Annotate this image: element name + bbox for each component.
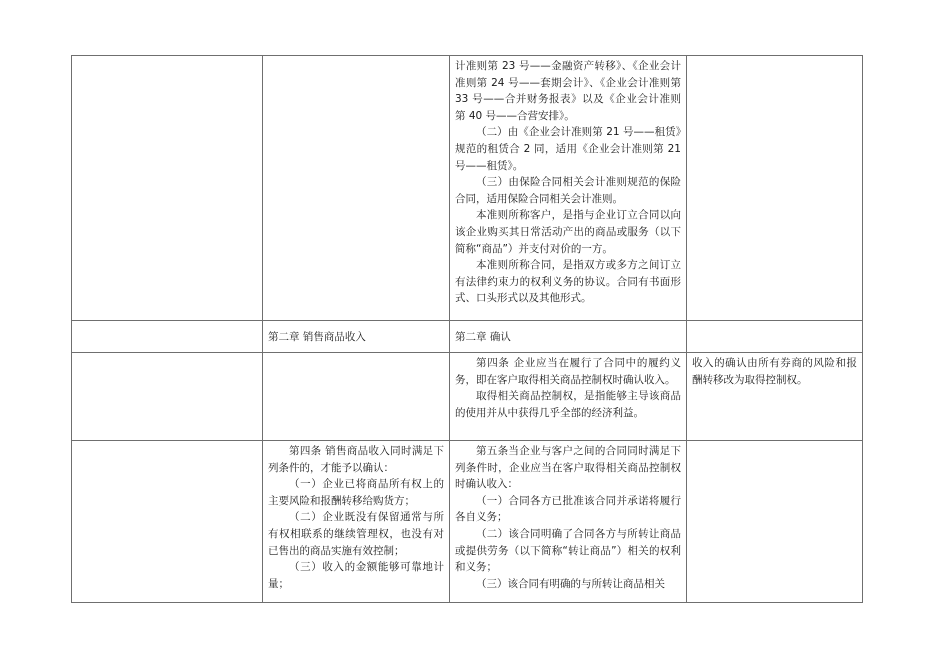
paragraph: （二）该合同明确了合同各方与所转让商品或提供劳务（以下简称“转让商品”）相关的权利和义务； [455,527,681,574]
cell-col1 [72,441,263,603]
paragraph: 本准则所称客户，是指与企业订立合同以向该企业购买其日常活动产出的商品或服务（以下简称“商品”）并支付对价的一方。 [455,209,681,255]
comparison-table [71,55,863,603]
paragraph: 计准则第 23 号——金融资产转移》、《企业会计准则第 24 号——套期会计》、《企业会计准则第 33 号——合并财务报表》以及《企业会计准则第 40 号——合营安排》。 [455,60,681,122]
cell-col1 [72,353,263,441]
chapter-heading: 第二章 销售商品收入 [263,321,450,353]
paragraph: （三）由保险合同相关会计准则规范的保险合同，适用保险合同相关会计准则。 [455,176,681,205]
paragraph: （三）该合同有明确的与所转让商品相关 [476,577,665,590]
paragraph: 第四条 销售商品收入同时满足下列条件的，才能予以确认： [268,445,444,474]
paragraph: 取得相关商品控制权，是指能够主导该商品的使用并从中获得几乎全部的经济利益。 [455,390,681,419]
table-row [72,56,863,321]
cell-col1 [72,321,263,353]
paragraph: （三）收入的金额能够可靠地计量； [268,561,444,590]
chapter-heading: 第二章 确认 [450,321,687,353]
cell-col4 [687,321,863,353]
cell-col3 [450,353,687,441]
table-row [72,441,863,603]
cell-col4-note: 收入的确认由所有券商的风险和报酬转移改为取得控制权。 [687,353,863,441]
paragraph: （二）由《企业会计准则第 21 号——租赁》规范的租赁合 2 同，适用《企业会计准则第 21 号——租赁》。 [455,126,681,172]
cell-col2 [263,441,450,603]
cell-col4 [687,56,863,321]
paragraph: 第五条当企业与客户之间的合同同时满足下列条件时，企业应当在客户取得相关商品控制权时确认收入： [455,445,681,491]
paragraph: （一）合同各方已批准该合同并承诺将履行各自义务； [455,494,681,524]
paragraph: 本准则所称合同，是指双方或多方之间订立有法律约束力的权利义务的协议。合同有书面形式、口头形式以及其他形式。 [455,259,681,305]
table-row [72,353,863,441]
cell-col1 [72,56,263,321]
cell-col3 [450,441,687,603]
cell-col4 [687,441,863,603]
paragraph: （二）企业既没有保留通常与所有权相联系的继续管理权，也没有对已售出的商品实施有效控制； [268,511,444,557]
cell-col2 [263,56,450,321]
cell-col2 [263,353,450,441]
cell-col3 [450,56,687,321]
paragraph: 第四条 企业应当在履行了合同中的履约义务，即在客户取得相关商品控制权时确认收入。 [455,357,681,386]
table-row [72,321,863,353]
paragraph: （一）企业已将商品所有权上的主要风险和报酬转移给购货方； [268,478,444,507]
